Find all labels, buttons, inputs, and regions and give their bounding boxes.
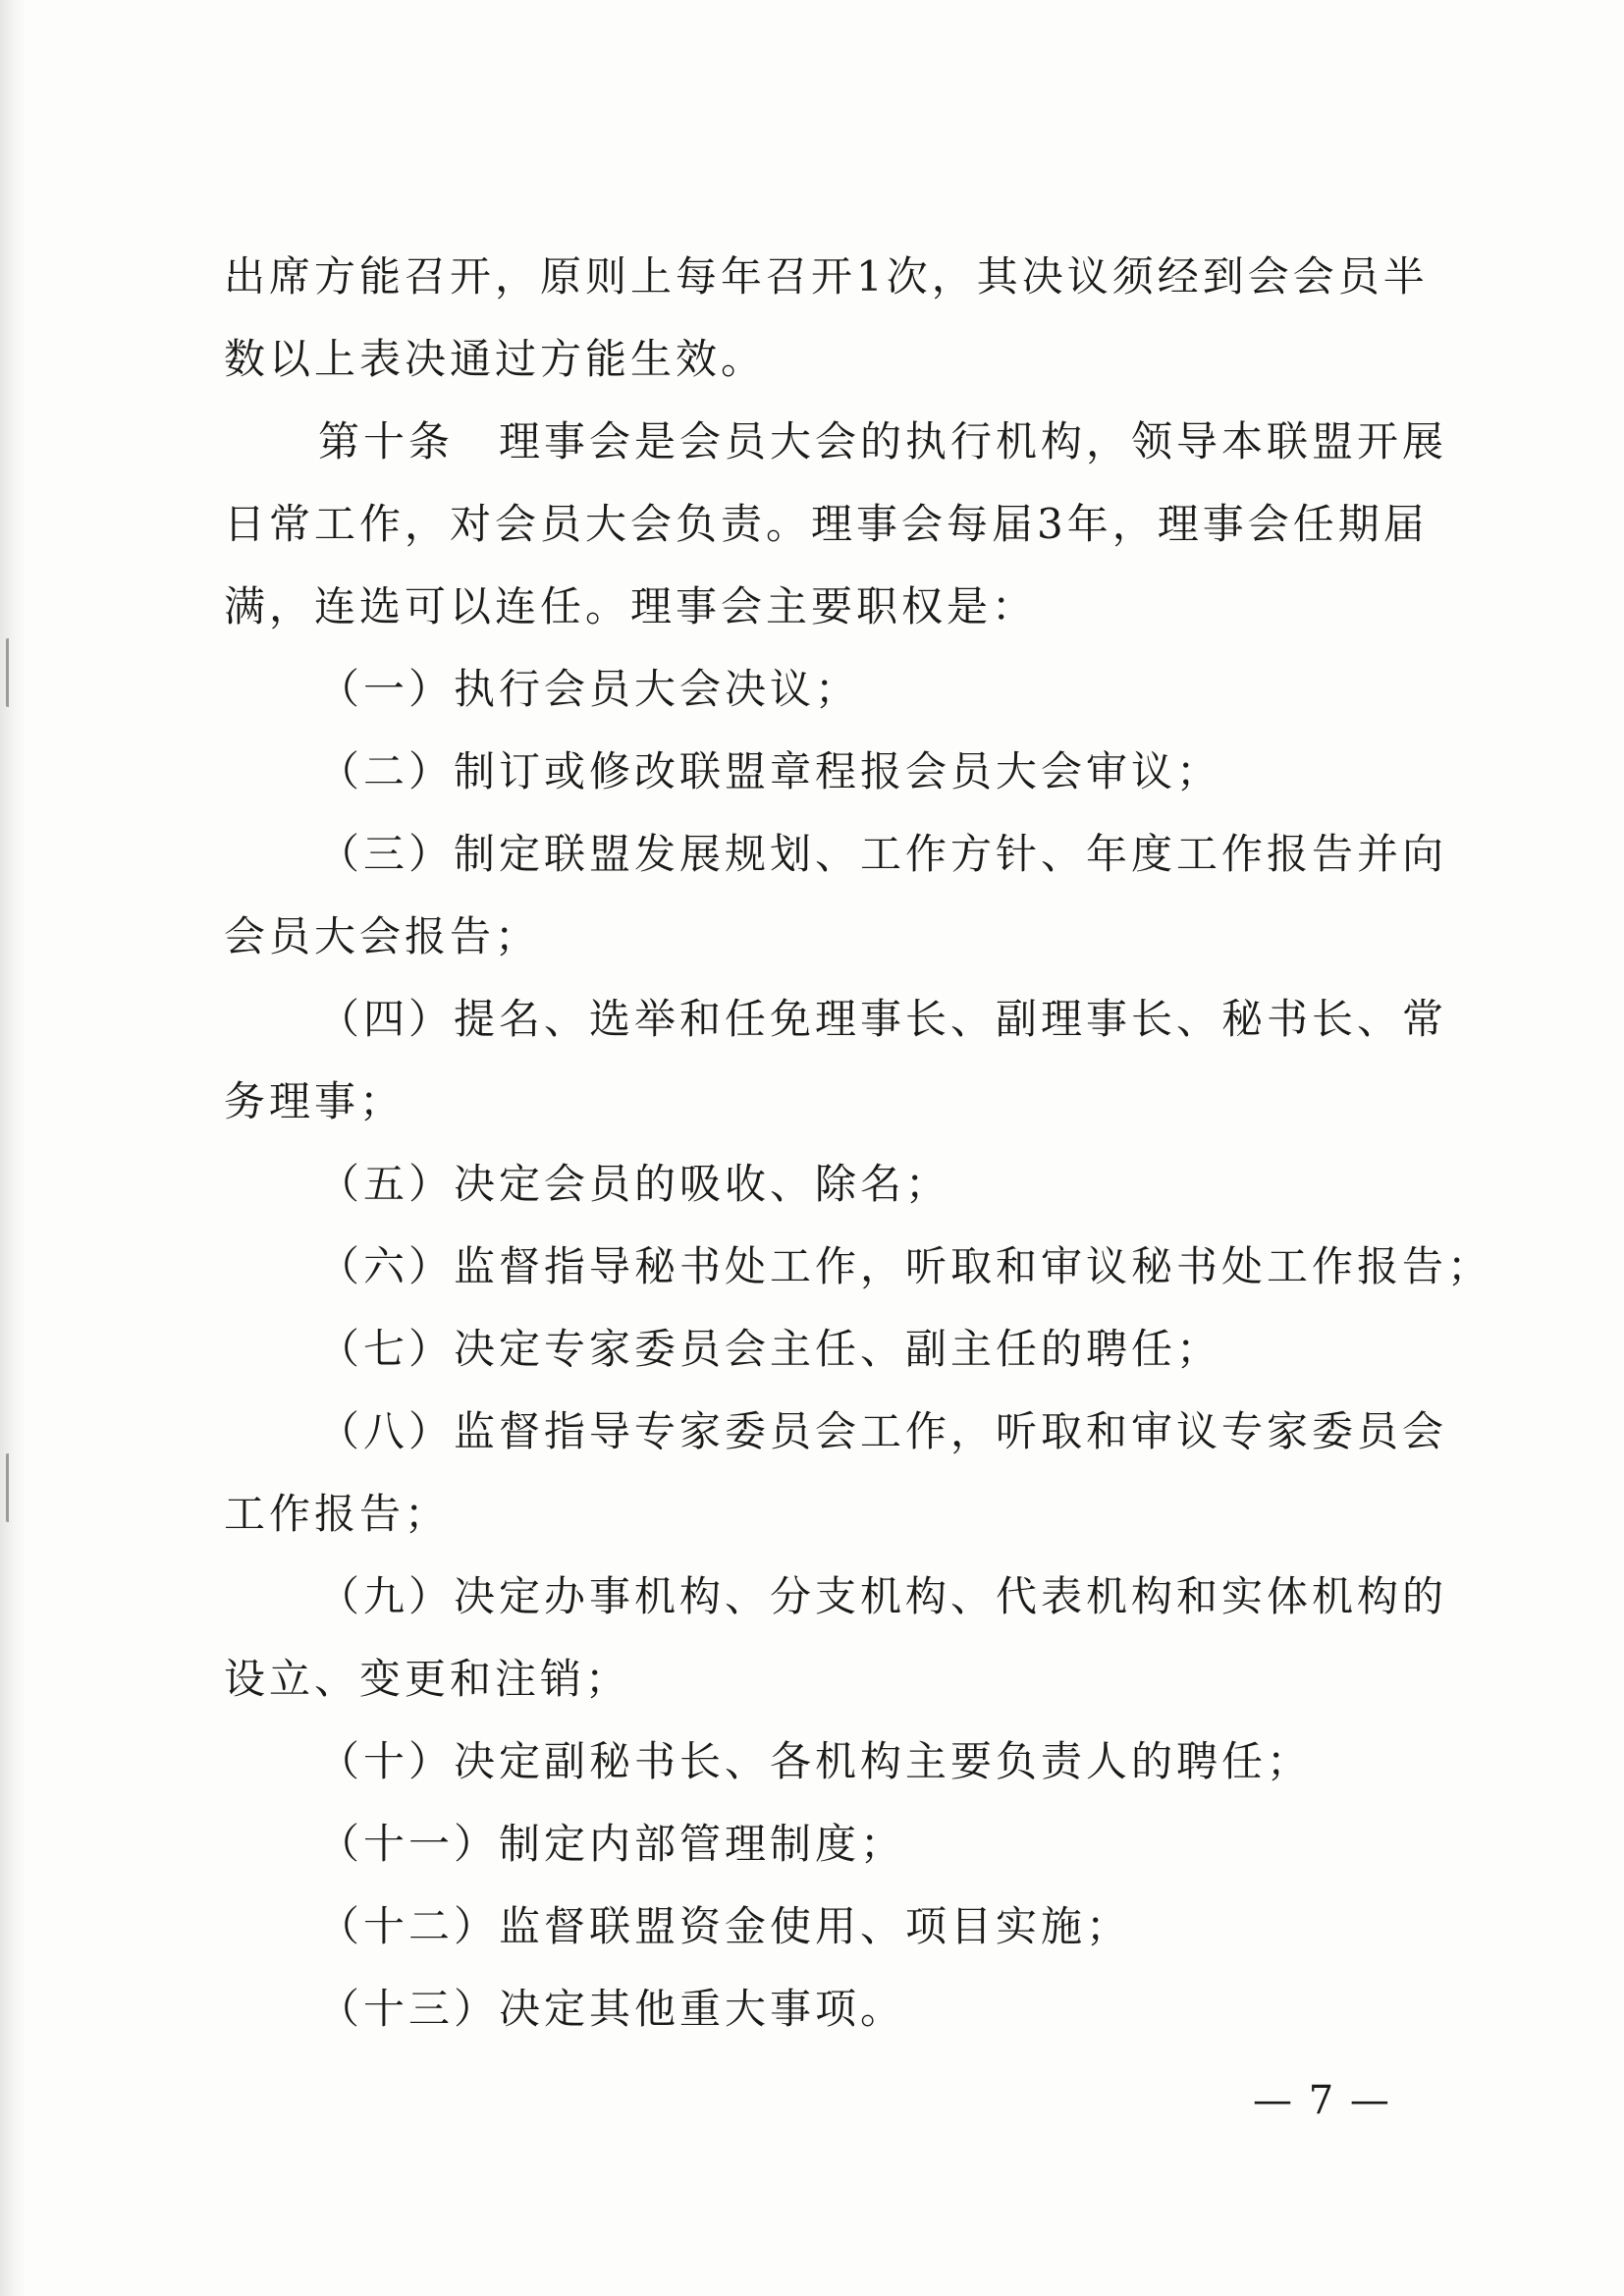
text-line: 出席方能召开，原则上每年召开1次，其决议须经到会会员半: [224, 252, 1429, 301]
text-line: 满，连选可以连任。理事会主要职权是：: [224, 582, 1038, 630]
text-line: 日常工作，对会员大会负责。理事会每届3年，理事会任期届: [224, 500, 1429, 548]
list-item-line: （十二）监督联盟资金使用、项目实施；: [318, 1902, 1132, 1950]
list-item-line: （四）提名、选举和任免理事长、副理事长、秘书长、常: [318, 995, 1448, 1043]
staple-mark: [6, 638, 19, 707]
text-line: 设立、变更和注销；: [224, 1655, 631, 1703]
list-item-line: （十一）制定内部管理制度；: [318, 1820, 906, 1868]
list-item-line: （十三）决定其他重大事项。: [318, 1985, 906, 2033]
body-text: [224, 236, 1493, 2050]
list-item-line: （八）监督指导专家委员会工作，听取和审议专家委员会: [318, 1407, 1448, 1455]
list-item-line: （七）决定专家委员会主任、副主任的聘任；: [318, 1325, 1222, 1373]
list-item-line: （九）决定办事机构、分支机构、代表机构和实体机构的: [318, 1572, 1448, 1620]
staple-mark: [6, 1453, 19, 1522]
article-heading-line: 第十条 理事会是会员大会的执行机构，领导本联盟开展: [318, 417, 1448, 465]
text-line: 会员大会报告；: [224, 912, 541, 960]
text-line: 工作报告；: [224, 1490, 451, 1538]
page-number: — 7 —: [1253, 2078, 1391, 2123]
list-item-line: （六）监督指导秘书处工作，听取和审议秘书处工作报告；: [318, 1242, 1493, 1290]
binding-edge: [0, 0, 26, 2296]
list-item-line: （十）决定副秘书长、各机构主要负责人的聘任；: [318, 1737, 1313, 1785]
list-item-line: （五）决定会员的吸收、除名；: [318, 1160, 951, 1208]
list-item-line: （二）制订或修改联盟章程报会员大会审议；: [318, 747, 1222, 795]
text-line: 数以上表决通过方能生效。: [224, 335, 767, 383]
list-item-line: （三）制定联盟发展规划、工作方针、年度工作报告并向: [318, 830, 1448, 878]
list-item-line: （一）执行会员大会决议；: [318, 665, 861, 713]
text-line: 务理事；: [224, 1077, 406, 1125]
